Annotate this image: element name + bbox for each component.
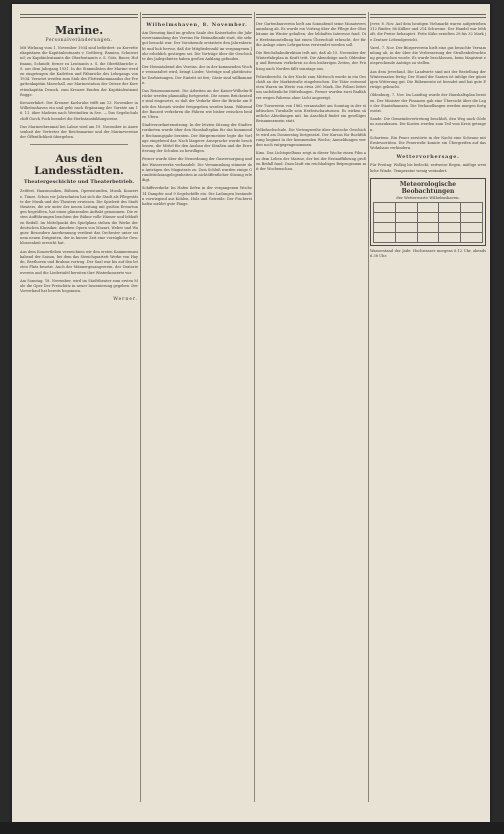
top-rule (142, 14, 252, 18)
table-row (374, 212, 483, 222)
table-row (374, 222, 483, 232)
dateline: Wilhelmshaven, 8. November. (146, 22, 248, 28)
table-row (374, 232, 483, 242)
column-1 (20, 14, 138, 814)
column-3 (256, 14, 366, 814)
article-paragraph: Ferner wurde über die Neuordnung der Gasversorgung und der Wasserwerke verhandelt. Die Versammlung stimmte den Anträgen des Magistrats zu. Zum Schluß wurden einige Grundstücksangelegenheiten in nichtöffentlicher Sitzung erledigt. (142, 157, 252, 183)
article-paragraph: Der Turnverein von 1862 veranstaltet am Sonntag in der städtischen Turnhalle sein Herbstschauturnen. Es wirken sämtliche Abteilungen mit. Im Anschluß findet ein geselliges Beisammensein statt. (256, 103, 366, 124)
section-heading-local: Aus den Landesstädten. (34, 153, 124, 178)
article-paragraph: Das Reisemonument. Die Arbeiten an der Kaiser-Wilhelm-Brücke werden planmäßig fortgesetzt. Die neuen Brückenteile sind eingesetzt, so daß der Verkehr über die Brücke am Ende des Monats wieder freigegeben werden kann. Während der Bauzeit verkehren die Fähren wie bisher zwischen beiden Ufern. (142, 89, 252, 120)
article-paragraph: Varel, 7. Nov. Der Bürgerverein hielt eine gut besuchte Versammlung ab, in der über die Verbesserung der Straßenbeleuchtung gesprochen wurde. Es wurde beschlossen, beim Magistrat entsprechende Anträge zu stellen. (370, 45, 486, 66)
separator (30, 144, 128, 145)
meteo-table (373, 202, 483, 243)
article-paragraph: Schortens. Ein Feuer zerstörte in der Nacht eine Scheune mit Erntevorräten. Die Feuerwehr konnte ein Übergreifen auf das Wohnhaus verhindern. (370, 135, 486, 151)
meteo-title: Meteorologische Beobachtungen (399, 180, 457, 195)
weather-heading: Wettervorhersage. (396, 154, 460, 161)
top-rule (370, 14, 486, 18)
article-paragraph: Aus dem Jeverland. Die Landwirte sind mit der Bestellung der Wintersaaten fertig. Der Stand der Saaten ist infolge der günstigen Witterung gut. Die Rübenernte ist beendet und hat gute Erträge gebracht. (370, 69, 486, 90)
article-paragraph: Zeitfest, Hausmusiken, Bühnen, Opernstunden, Musik, Konzerte, Tänze. Schon vor Jahrzehnten hat sich die Stadt als Pflegestätte der Musik und des Theaters erwiesen. Die Spielzeit des Stadttheaters, die wir unter der neuen Leitung mit großen Erwartungen begrüßten, hat einen glänzenden Auftakt genommen. Die ersten Aufführungen brachten der Bühne volle Häuser und lebhaften Beifall. Im Mittelpunkt des Spielplans stehen die Werke der deutschen Klassiker, daneben Opern von Mozart, Weber und Wagner. Besondere Anerkennung verdient das Orchester unter seinem neuen Dirigenten, der in kurzer Zeit eine vorzügliche Geschlossenheit erreicht hat. (20, 189, 138, 246)
article-paragraph: Oldenburg, 7. Nov. Im Landtag wurde der Haushaltsplan beraten. Der Minister der Finanzen gab eine Übersicht über die Lage der Staatsfinanzen. Die Verhandlungen werden morgen fortgesetzt. (370, 93, 486, 114)
article-paragraph: Volkshochschule. Die Vortragsreihe über deutsche Geschichte wird am Donnerstag fortgesetzt. Der Kursus für Buchführung beginnt in der kommenden Woche; Anmeldungen werden noch entgegengenommen. (256, 127, 366, 148)
article-paragraph: Für Freitag: Wolkig bis bedeckt, zeitweise Regen, mäßige westliche Winde, Temperatur wenig verändert. (370, 163, 486, 173)
article-paragraph: Das Marineehrenmal bei Laboe wird am 19. November in Anwesenheit der Vertreter der Reichsmarine und der Marinevereine der Öffentlichkeit übergeben. (20, 124, 138, 140)
author-signature: Werner. (113, 297, 138, 303)
column-rule (368, 12, 369, 802)
article-paragraph: Wasserstand der Jade: Hochwasser morgens 6.12 Uhr, abends 6.38 Uhr. (370, 248, 486, 259)
article-paragraph: Schiffsverkehr. Im Hafen liefen in der vergangenen Woche 14 Dampfer und 9 Segelschiffe ein. Die Ladungen bestanden vorwiegend aus Kohlen, Holz und Getreide. Der Fischereihafen meldet gute Fänge. (142, 186, 252, 207)
article-paragraph: Am Dienstag fand im großen Saale des Kaiserhofes die Jahresversammlung des Vereins für Heimatkunde statt, die sehr gut besucht war. Der Vorsitzende erstattete den Jahresbericht und hob hervor, daß die Mitgliederzahl im vergangenen Jahr erheblich gestiegen sei. Die Vorträge über die Geschichte des Jadegebietes haben großen Anklang gefunden. (142, 31, 252, 62)
column-rule (254, 12, 255, 802)
article-paragraph: Polizeibericht. In der Nacht zum Mittwoch wurde in ein Geschäft an der Marktstraße eingebrochen. Die Täter entwendeten Waren im Werte von etwa 200 Mark. Die Polizei bittet um sachdienliche Mitteilungen. Ferner wurden zwei Radfahrer wegen Fahrens ohne Licht angezeigt. (256, 74, 366, 100)
meteo-subtitle: der Wetterwarte Wilhelmshaven. (396, 194, 460, 200)
article-paragraph: Stadtverordnetensitzung. In der letzten Sitzung der Stadtverordneten wurde über den Haushaltsplan für das kommende Rechnungsjahr beraten. Der Bürgermeister legte die Vorlage eingehend dar. Nach längerer Aussprache wurde beschlossen, die Mittel für den Ausbau der Straßen und die Erweiterung der Schulen zu bewilligen. (142, 123, 252, 154)
section-subheading: Personalveränderungen. (45, 38, 113, 43)
article-paragraph: Kreuzerfahrt: Der Kreuzer Karlsruhe trifft am 13. November in Wilhelmshaven ein und geht nach Ergänzung der Vorräte am 16. 11. über Madeira nach Westindien in See. — Das Segelschulschiff Gorch Fock beendet die Herbstausbildungsreise. (20, 101, 138, 121)
table-row (374, 202, 483, 212)
article-paragraph: Jever, 8. Nov. Auf dem heutigen Viehmarkt waren aufgetrieben 312 Rinder, 86 Kälber und 214 Schweine. Der Handel war lebhaft, die Preise behauptet. Fette Kühe erzielten 28 bis 32 Mark je Zentner Lebendgewicht. (370, 22, 486, 42)
meteorological-box (370, 178, 486, 246)
column-4 (370, 14, 486, 814)
article-paragraph: Die Reichsbahndirektion teilt mit, daß ab 15. November der Winterfahrplan in Kraft tritt. Die Abendzüge nach Oldenburg und Bremen verkehren zu den bisherigen Zeiten, der Frühzug nach Norden fällt sonntags aus. (256, 51, 366, 71)
article-paragraph: Mit Wirkung vom 1. November 1934 sind befördert: zu Korvettenkapitänen die Kapitänleutnants v. Gottberg, Ramien, Schniewind; zu Kapitänleutnants die Oberleutnants z. S. Götz, Bauer, Hoffmann, Schmidt; ferner zu Leutnants z. S. die Oberfähnriche z. S. aus dem Jahrgang 1931. In die Stammlisten der Marine werden eingetragen die Kadetten und Fähnriche des Lehrgangs von 1934. Versetzt werden zum Stab des Flottenkommandos der Fregattenkapitän Marschall, zur Marinestation der Ostsee der Korvettenkapitän Densch, zum Kreuzer Emden der Kapitänleutnant Rogge. (20, 46, 138, 97)
article-paragraph: Kino. Das Lichtspielhaus zeigt in dieser Woche einen Film aus dem Leben der Marine, der bei der Erstaufführung großen Beifall fand. Dazu läuft ein reichhaltiges Beiprogramm mit der Wochenschau. (256, 151, 366, 172)
article-paragraph: Der Gartenbauverein hielt am Sonnabend seine Monatsversammlung ab. Es wurde ein Vortrag über die Pflege der Obstbäume im Winter gehalten, der lebhaftes Interesse fand. Die Herbstausstellung hat einen Überschuß erbracht, der für die Anlage eines Lehrgartens verwendet werden soll. (256, 22, 366, 47)
article-paragraph: Der Heimatabend des Vereins, der in der kommenden Woche veranstaltet wird, bringt Lieder, Vorträge und plattdeutsche Darbietungen. Der Eintritt ist frei; Gäste sind willkommen. (142, 65, 252, 85)
top-rule (20, 14, 138, 18)
top-rule (256, 14, 366, 18)
viewer-bottom-bar (0, 822, 504, 834)
column-2 (142, 14, 252, 814)
article-paragraph: Am Sonntag, 18. November, wird im Stadttheater zum ersten Male die Oper Der Freischütz in neuer Inszenierung gegeben. Der Vorverkauf hat bereits begonnen. (20, 278, 138, 294)
section-subheading: Theatergeschichte und Theaterbetrieb. (23, 179, 135, 186)
newspaper-page (12, 4, 490, 822)
article-paragraph: Aus dem Konzertleben verzeichnen wir den ersten Kammermusikabend der Saison, bei dem das Streichquartett Werke von Haydn, Beethoven und Brahms vortrug. Der Saal war bis auf den letzten Platz besetzt. Auch der Männergesangverein, der Oratorienverein und die Liedertafel bereiten ihre Winterkonzerte vor. (20, 249, 138, 275)
article-paragraph: Sande. Die Gemeindevertretung beschloß, den Weg nach Gödens auszubauen. Die Kosten werden zum Teil vom Kreis getragen. (370, 117, 486, 132)
column-rule (140, 12, 141, 802)
section-heading-marine: Marine. (54, 24, 104, 37)
